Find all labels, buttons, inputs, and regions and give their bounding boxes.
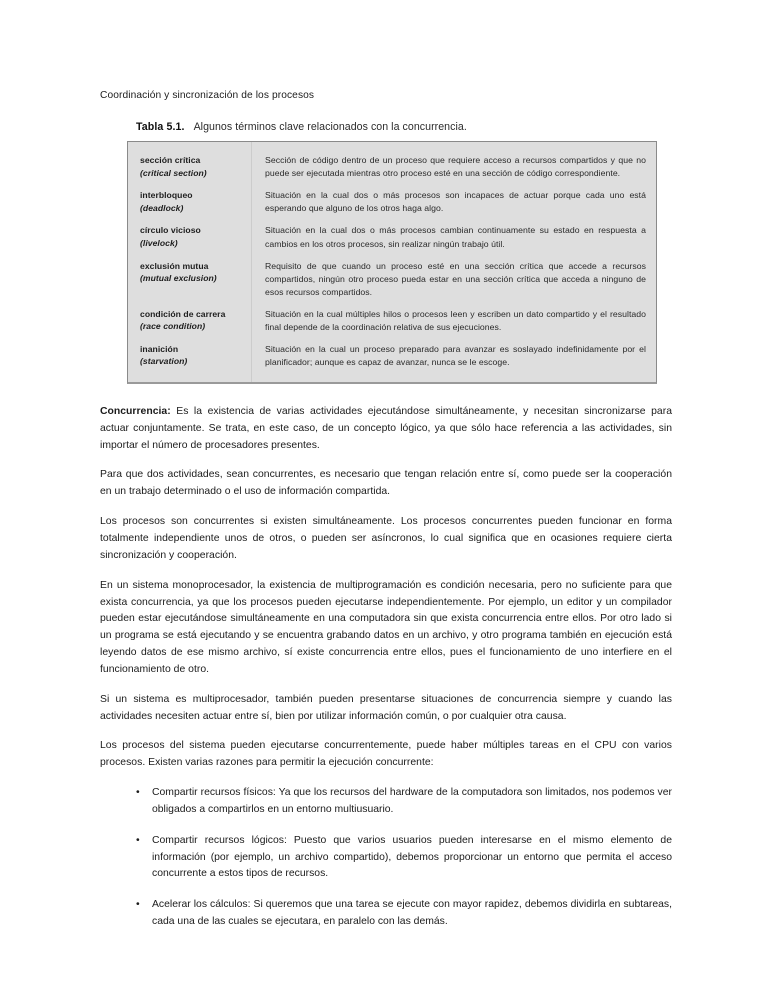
paragraph: En un sistema monoprocesador, la existencia de multiprogramación es condición necesaria, pero no suficiente para que exista concurrencia, ya que los procesos pueden ejecutarse independientemente. Por ejemplo, un editor y un compilador pueden estar ejecutándose simultáneamente en una computadora sin que exista concurrencia entre ellos. Por otro lado si un programa se está ejecutando y se encuentra grabando datos en un archivo, y otro programa también en ejecución está leyendo datos de ese mismo archivo, sí existe concurrencia entre ellos, pues el funcionamiento de uno interfiere en el funcionamiento de otro. — [100, 579, 672, 675]
term-spanish: exclusión mutua — [140, 260, 209, 271]
table-term-cell — [140, 154, 258, 179]
table-row — [128, 150, 656, 185]
term-english: (race condition) — [140, 321, 206, 332]
bullet-icon: • — [136, 787, 140, 799]
table-term-cell — [140, 260, 258, 285]
bullet-icon: • — [136, 899, 140, 911]
table-definition-cell: Situación en la cual múltiples hilos o procesos leen y escriben un dato compartido y el resultado final depende de la coordinación relativa de sus ejecuciones. — [265, 308, 646, 332]
term-spanish: sección crítica — [140, 155, 201, 166]
term-spanish: círculo vicioso — [140, 225, 201, 236]
table-term-cell — [140, 343, 258, 368]
term-english: (starvation) — [140, 356, 188, 367]
table-definition-cell: Situación en la cual dos o más procesos cambian continuamente su estado en respuesta a cambios en los otros procesos, sin realizar ningún trabajo útil. — [265, 225, 646, 249]
list-item-text: Compartir recursos físicos: Ya que los recursos del hardware de la computadora son limitados, nos podemos ver obligados a compartirlos en un entorno multiusuario. — [152, 787, 672, 815]
term-english: (mutual exclusion) — [140, 273, 217, 284]
table-row — [128, 220, 656, 255]
running-header: Coordinación y sincronización de los procesos — [100, 90, 315, 101]
list-item-text: Acelerar los cálculos: Si queremos que una tarea se ejecute con mayor rapidez, debemos dividirla en subtareas, cada una de las cuales se ejecutara, en paralelo con las demás. — [152, 899, 672, 928]
body-copy — [100, 404, 672, 931]
concurrency-terms-table — [127, 141, 657, 384]
table-row — [128, 339, 656, 374]
table-definition-cell: Situación en la cual dos o más procesos son incapaces de actuar porque cada uno está esperando que alguno de los otros haga algo. — [265, 190, 646, 214]
term-english: (critical section) — [140, 167, 207, 178]
paragraph: Los procesos son concurrentes si existen simultáneamente. Los procesos concurrentes pueden funcionar en forma totalmente independiente unos de otros, o pueden ser asíncronos, lo cual significa que en ocasiones requiere cierta sincronización y cooperación. — [100, 516, 672, 561]
term-spanish: condición de carrera — [140, 308, 226, 319]
reasons-list — [100, 785, 672, 931]
table-caption — [100, 121, 672, 133]
paragraph: Para que dos actividades, sean concurrentes, es necesario que tengan relación entre sí, como puede ser la cooperación en un trabajo determinado o el uso de información compartida. — [100, 469, 672, 498]
table-row — [128, 185, 656, 220]
list-item — [100, 785, 672, 819]
term-english: (livelock) — [140, 237, 178, 248]
table-term-cell — [140, 308, 258, 333]
table-row — [128, 256, 656, 304]
table-caption-text: Algunos términos clave relacionados con la concurrencia. — [193, 121, 467, 134]
term-spanish: inanición — [140, 343, 179, 354]
table-row — [128, 304, 656, 339]
bullet-icon: • — [136, 834, 140, 846]
table-caption-label: Tabla 5.1. — [136, 121, 185, 134]
term-spanish: interbloqueo — [140, 190, 193, 201]
list-item-text: Compartir recursos lógicos: Puesto que varios usuarios pueden interesarse en el mismo elemento de información (por ejemplo, un archivo compartido), debemos proporcionar un entorno que permita el acceso concurrente a estos tipos de recursos. — [152, 834, 672, 880]
paragraph-concurrencia — [100, 404, 672, 455]
table-definition-cell: Situación en la cual un proceso preparado para avanzar es soslayado indefinidamente por el planificador; aunque es capaz de avanzar, nunca se le escoge. — [265, 343, 646, 367]
table-definition-cell: Sección de código dentro de un proceso que requiere acceso a recursos compartidos y que no puede ser ejecutada mientras otro proceso esté en una sección de código correspondiente. — [265, 155, 646, 179]
paragraph-text: Es la existencia de varias actividades ejecutándose simultáneamente, y necesitan sincronizarse para actuar conjuntamente. Se trata, en este caso, de un concepto lógico, ya que sólo hace referencia a las actividades, sin importar el número de procesadores presentes. — [100, 405, 672, 451]
table-term-cell — [140, 224, 258, 249]
paragraph-intro-list: Los procesos del sistema pueden ejecutarse concurrentemente, puede haber múltiples tareas en el CPU con varios procesos. Existen varias razones para permitir la ejecución concurrente: — [100, 740, 672, 769]
paragraph-lead: Concurrencia: — [100, 405, 171, 417]
list-item — [100, 897, 672, 931]
paragraph: Si un sistema es multiprocesador, también pueden presentarse situaciones de concurrencia siempre y cuando las actividades necesiten actuar entre sí, bien por utilizar información común, o por cualquier otra causa. — [100, 693, 672, 722]
list-item — [100, 833, 672, 884]
term-english: (deadlock) — [140, 202, 184, 213]
table-term-cell — [140, 189, 258, 214]
table-definition-cell: Requisito de que cuando un proceso esté en una sección crítica que accede a recursos compartidos, ningún otro proceso pueda estar en una sección crítica que acceda a ninguno de esos recursos compartidos. — [265, 260, 646, 297]
